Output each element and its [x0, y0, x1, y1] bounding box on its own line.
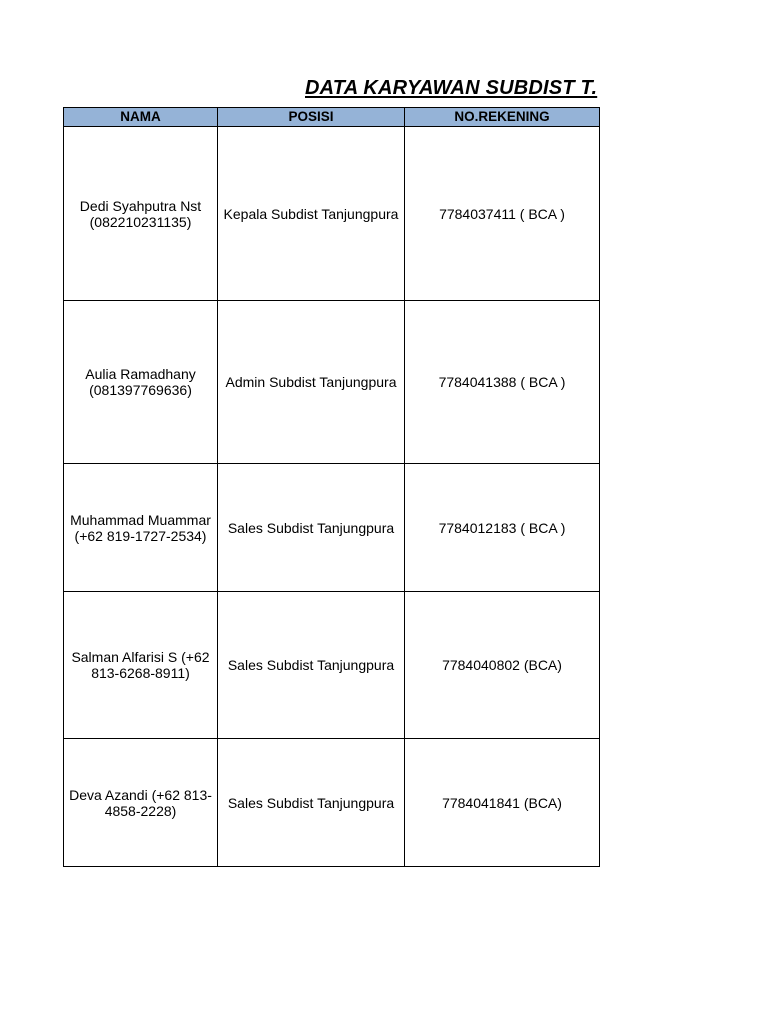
cell-rekening: 7784012183 ( BCA )	[405, 464, 600, 592]
title-area	[63, 74, 599, 102]
cell-posisi: Kepala Subdist Tanjungpura	[218, 127, 405, 301]
header-row	[64, 108, 600, 127]
cell-nama	[64, 127, 218, 301]
phone-text: 813-6268-8911)	[91, 665, 190, 681]
phone-text: (081397769636)	[89, 382, 192, 398]
table-row	[64, 464, 600, 592]
cell-nama	[64, 739, 218, 867]
table-row	[64, 592, 600, 739]
document-title: DATA KARYAWAN SUBDIST T.	[305, 77, 598, 99]
nama-text: Aulia Ramadhany	[85, 366, 196, 382]
table-row	[64, 127, 600, 301]
phone-text: 4858-2228)	[104, 802, 177, 819]
cell-posisi: Admin Subdist Tanjungpura	[218, 301, 405, 464]
header-posisi: POSISI	[218, 108, 405, 127]
phone-text: (+62 819-1727-2534)	[74, 527, 207, 544]
employee-table	[63, 107, 600, 867]
nama-text: Salman Alfarisi S (+62	[71, 649, 210, 665]
phone-text: (082210231135)	[89, 213, 192, 230]
cell-rekening: 7784037411 ( BCA )	[405, 127, 600, 301]
cell-rekening: 7784040802 (BCA)	[405, 592, 600, 739]
cell-nama	[64, 464, 218, 592]
header-rekening: NO.REKENING	[405, 108, 600, 127]
table-row	[64, 301, 600, 464]
cell-rekening: 7784041841 (BCA)	[405, 739, 600, 867]
table-row	[64, 739, 600, 867]
cell-posisi: Sales Subdist Tanjungpura	[218, 739, 405, 867]
header-nama: NAMA	[64, 108, 218, 127]
cell-rekening: 7784041388 ( BCA )	[405, 301, 600, 464]
nama-text: Deva Azandi (+62 813-	[69, 786, 212, 803]
cell-posisi: Sales Subdist Tanjungpura	[218, 464, 405, 592]
cell-nama	[64, 592, 218, 739]
cell-nama	[64, 301, 218, 464]
nama-text: Muhammad Muammar	[70, 511, 211, 528]
cell-posisi: Sales Subdist Tanjungpura	[218, 592, 405, 739]
nama-text: Dedi Syahputra Nst	[79, 197, 202, 214]
